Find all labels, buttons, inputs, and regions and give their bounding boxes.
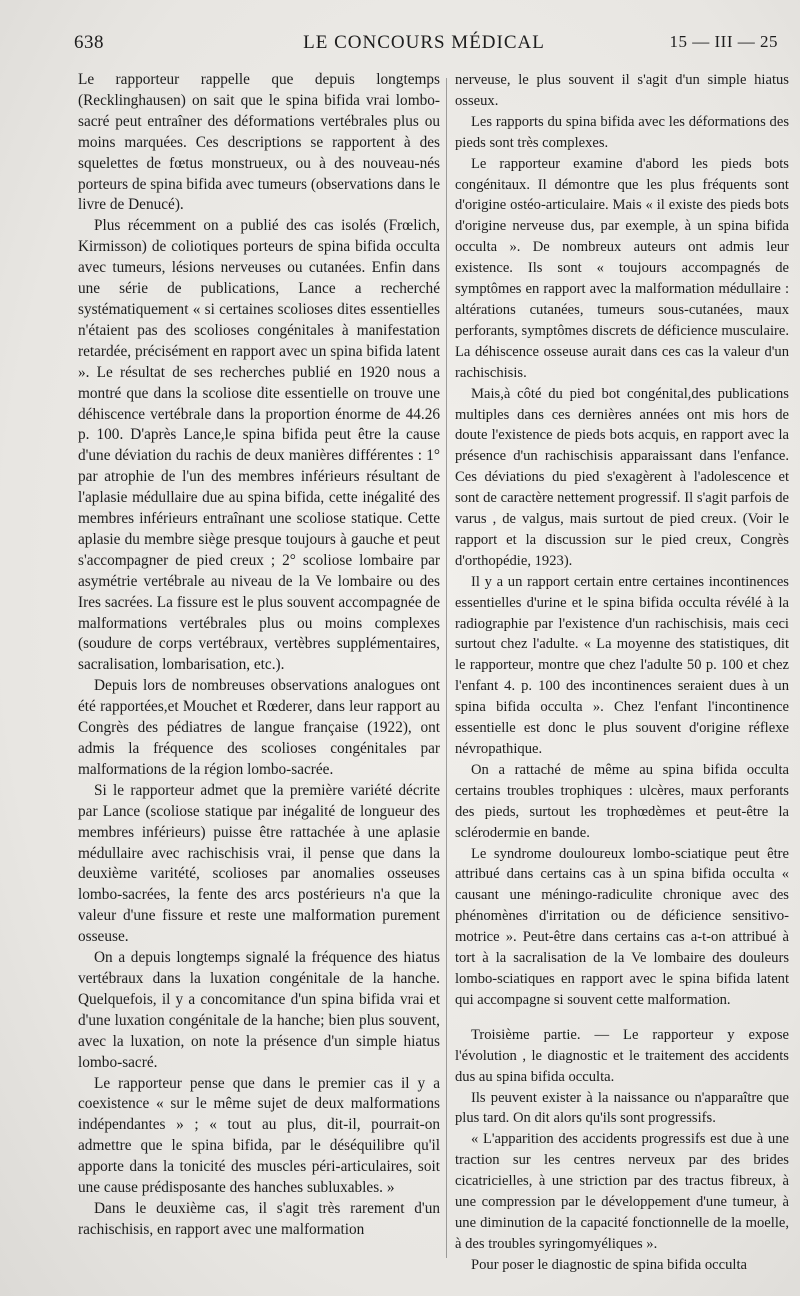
paragraph: Mais,à côté du pied bot congénital,des publications multiples dans ces dernières années ont mis hors de doute l'existence de pieds bots acquis, en rapport avec la présence d'un rachischisis apparaissant dans l'enfance. Ces déviations du pied s'exagèrent à l'adolescence et sont de caractère nettement progressif. Il s'agit parfois de varus , de valgus, mais surtout de pied creux. (Voir le rapport et la discussion sur le pied creux, Congrès d'orthopédie, 1923). (455, 385, 789, 569)
paragraph: Dans le deuxième cas, il s'agit très rarement d'un rachischisis, en rapport avec une malformation (78, 1199, 440, 1238)
left-column (78, 70, 440, 1241)
paragraph: On a depuis longtemps signalé la fréquence des hiatus vertébraux dans la luxation congénitale de la hanche. Quelquefois, il y a concomitance d'un spina bifida vrai et d'une luxation congénitale de la hanche; bien plus souvent, avec la luxation, on note la présence d'un simple hiatus lombo-sacré. (78, 949, 440, 1071)
section-heading-paragraph: Troisième partie. — Le rapporteur y expose l'évolution , le diagnostic et le traitement des accidents dus au spina bifida occulta. (455, 1026, 789, 1085)
paragraph: Ils peuvent exister à la naissance ou n'apparaître que plus tard. On dit alors qu'ils sont progressifs. (455, 1089, 789, 1127)
paragraph: Le rapporteur rappelle que depuis longtemps (Recklinghausen) on sait que le spina bifida vrai lombo-sacré peut entraîner des déformations vertébrales plus ou moins marquées. Ces descriptions se rapportent à des squelettes de fœtus monstrueux, ou à des nouveau-nés porteurs de spina bifida avec tumeurs (observations dans le livre de Denucé). (78, 71, 440, 214)
paragraph: « L'apparition des accidents progressifs est due à une traction sur les centres nerveux par des brides cicatricielles, à une striction par des tractus fibreux, à une compression par le développement d'une tumeur, à une diminution de la capacité fonctionnelle de la moelle, à des troubles syringomyéliques ». (455, 1131, 789, 1252)
paragraph: nerveuse, le plus souvent il s'agit d'un simple hiatus osseux. (455, 72, 789, 109)
paragraph: Il y a un rapport certain entre certaines incontinences essentielles d'urine et le spina bifida occulta révélé à la radiographie par l'existence d'un rachischisis, mais ceci surtout chez l'adulte. « La moyenne des statistiques, dit le rapporteur, montre que chez l'adulte 50 p. 100 et chez l'enfant 4. p. 100 des incontinences seraient dues à un spina bifida occulta ». Chez l'enfant l'incontinence essentielle est donc le plus souvent d'origine réflexe névropathique. (455, 573, 789, 757)
paragraph: Pour poser le diagnostic de spina bifida occulta (471, 1256, 747, 1273)
running-header (70, 32, 778, 62)
right-column (455, 70, 789, 1276)
issue-date: 15 — III — 25 (669, 32, 778, 51)
paragraph: Le rapporteur pense que dans le premier cas il y a coexistence « sur le même sujet de deux malformations indépendantes » ; « tout au plus, dit-il, pourrait-on admettre que le spina bifida, par le déséquilibre qu'il apporte dans la tonicité des muscles péri-articulaires, soit une cause prédisposante des hanches subluxables. » (78, 1074, 440, 1197)
paragraph: Les rapports du spina bifida avec les déformations des pieds sont très complexes. (455, 113, 789, 151)
paragraph: Plus récemment on a publié des cas isolés (Frœlich, Kirmisson) de coliotiques porteurs de spina bifida occulta avec tumeurs, lésions nerveuses ou cutanées. Enfin dans une série de publications, Lance a recherché systématiquement « si certaines scolioses dites essentielles n'étaient pas des scolioses congénitales à manifestation retardée, précisément en rapport avec un spina bifida latent ». Le résultat de ses recherches publié en 1920 nous a montré que dans la scoliose dite essentielle on trouve une déhiscence vertébrale dans la proportion énorme de 44.26 p. 100. D'après Lance,le spina bifida peut être la cause d'une déviation du rachis de deux manières différentes : 1° par atrophie de l'un des membres inférieurs résultant de l'aplasie médullaire due au spina bifida, cette inégalité des membres inférieurs entraînant une scoliose statique. Cette aplasie du membre siège presque toujours à gauche et peut s'accompagner de pied creux ; 2° scoliose lombaire par asymétrie vertébrale au niveau de la Ve lombaire ou des Ires sacrées. La fissure est le plus souvent accompagnée de malformations vertébrales plus ou moins complexes (soudure de corps vertébraux, vertèbres supplémentaires, sacralisation, lombarisation, etc.). (78, 217, 440, 674)
paragraph: On a rattaché de même au spina bifida occulta certains troubles trophiques : ulcères, maux perforants des pieds, surtout les trophœdèmes et peut-être la sclérodermie en bande. (455, 761, 789, 841)
journal-title: LE CONCOURS MÉDICAL (303, 32, 545, 53)
paragraph: Le syndrome douloureux lombo-sciatique peut être attribué dans certains cas à un spina bifida occulta « causant une méningo-radiculite chronique avec des phénomènes d'irritation ou de déficience sensitivo-motrice ». Peut-être dans certains cas a-t-on attribué à tort à la sacralisation de la Ve lombaire des douleurs lombo-sciatiques en rapport avec le spina bifida latent qui accompagne si souvent cette malformation. (455, 845, 789, 1008)
paragraph: Si le rapporteur admet que la première variété décrite par Lance (scoliose statique par inégalité de longueur des membres inférieurs) puisse être rattachée à une aplasie médullaire avec rachischisis vrai, il pense que dans la deuxième varitété, scolioses par anomalies osseuses lombo-sacrées, la fente des arcs postérieurs n'a que la valeur d'une fissure et reste une malformation purement osseuse. (78, 781, 440, 946)
page-number: 638 (74, 32, 104, 53)
column-divider (446, 78, 447, 1258)
paragraph: Le rapporteur examine d'abord les pieds bots congénitaux. Il démontre que les plus fréquents sont d'origine ostéo-articulaire. Mais « il existe des pieds bots d'origine nerveuse dus, par exemple, à un spina bifida occulta ». De nombreux auteurs ont admis leur existence. Ils sont « toujours accompagnés de symptômes en rapport avec la malformation médullaire : altérations cutanées, tumeurs sous-cutanées, maux perforants, symptômes discrets de déficience musculaire. La déhiscence osseuse aurait dans ces cas la valeur d'un rachischisis. (455, 155, 789, 381)
paragraph: Depuis lors de nombreuses observations analogues ont été rapportées,et Mouchet et Rœderer, dans leur rapport au Congrès des pédiatres de langue française (1922), ont admis la fréquence des scolioses congénitales par malformations de la région lombo-sacrée. (78, 677, 440, 778)
